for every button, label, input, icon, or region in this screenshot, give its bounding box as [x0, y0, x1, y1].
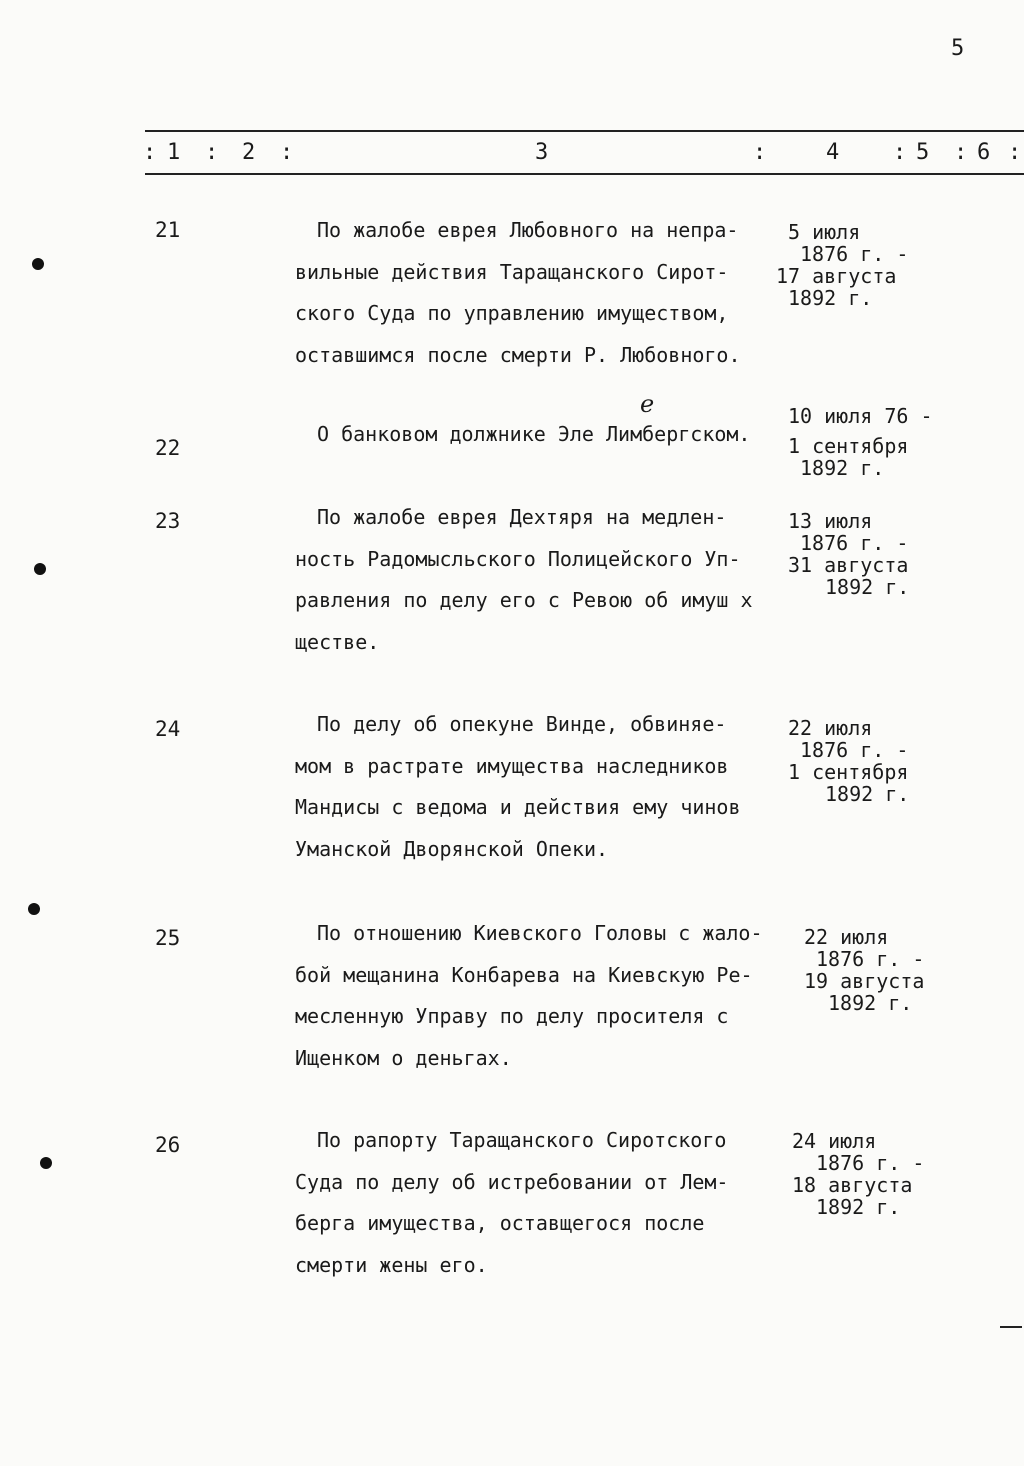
description-line: берга имущества, оставщегося после	[295, 1211, 705, 1235]
date-line: 24 июля	[792, 1129, 877, 1153]
punch-hole	[32, 258, 44, 270]
punch-hole	[28, 903, 40, 915]
date-line: 1876 г. -	[816, 1151, 925, 1175]
page-number: 5	[951, 36, 965, 61]
entry-dates	[792, 1130, 992, 1218]
description-line: ществе.	[295, 629, 380, 654]
description-line: Ищенком о деньгах.	[295, 1045, 512, 1070]
header-colon: :	[1008, 140, 1022, 165]
header-col-3: 3	[535, 140, 549, 165]
date-line: 31 августа	[788, 553, 909, 577]
date-line: 1 сентября	[788, 434, 909, 458]
date-line: 1892 г.	[828, 991, 913, 1015]
date-line: 1876 г. -	[800, 242, 909, 266]
description-line: По рапорту Таращанского Сиротского	[317, 1128, 727, 1152]
date-line: 18 августа	[792, 1173, 913, 1197]
date-line: 22 июля	[788, 716, 873, 740]
date-line: 1876 г. -	[800, 531, 909, 555]
header-col-4: 4	[826, 140, 840, 165]
entry-dates	[776, 220, 988, 310]
entry-dates	[788, 717, 988, 805]
date-line: 1876 г. -	[816, 947, 925, 971]
description-line: Мандисы с ведома и действия ему чинов	[295, 795, 741, 819]
entry-description	[295, 913, 795, 1079]
punch-hole	[40, 1157, 52, 1169]
entry-number: 25	[155, 926, 181, 950]
description-line: По делу об опекуне Винде, обвиняе-	[317, 712, 727, 736]
header-col-5: 5	[916, 140, 930, 165]
entry-dates	[788, 405, 988, 479]
header-col-1: 1	[167, 140, 181, 165]
date-line: 22 июля	[804, 925, 889, 949]
date-line: 5 июля	[788, 220, 861, 244]
entry-number: 21	[155, 218, 181, 242]
header-colon: :	[893, 140, 907, 165]
entry-description	[295, 210, 795, 376]
header-colon: :	[280, 140, 294, 165]
date-line: 1892 г.	[825, 782, 910, 806]
entry-dates	[804, 926, 1004, 1014]
entry-description	[295, 1120, 795, 1286]
entry-description	[295, 704, 795, 870]
description-line: бой мещанина Конбарева на Киевскую Ре-	[295, 962, 753, 987]
date-line: 1 сентября	[788, 760, 909, 784]
entry-description	[295, 414, 795, 456]
date-line: 1892 г.	[825, 575, 910, 599]
date-line: 1876 г. -	[800, 738, 909, 762]
description-line: ского Суда по управлению имуществом,	[295, 301, 729, 325]
header-bottom-rule	[145, 173, 1024, 175]
header-colon: :	[205, 140, 219, 165]
description-line: По жалобе еврея Любовного на непра-	[317, 218, 739, 242]
entry-number: 22	[155, 436, 181, 460]
description-line: мом в растрате имущества наследников	[295, 753, 729, 778]
date-line: 19 августа	[804, 969, 925, 993]
description-line: смерти жены его.	[295, 1252, 488, 1277]
entry-description	[295, 497, 795, 663]
header-colon: :	[753, 140, 767, 165]
entry-number: 23	[155, 509, 181, 533]
description-line: вильные действия Таращанского Сирот-	[295, 259, 729, 284]
header-col-6: 6	[977, 140, 991, 165]
description-line: По отношению Киевского Головы с жало-	[317, 921, 763, 945]
entry-dates	[788, 510, 988, 598]
header-colon: :	[143, 140, 157, 165]
margin-mark	[1000, 1326, 1022, 1328]
entry-number: 24	[155, 717, 181, 741]
punch-hole	[34, 563, 46, 575]
header-col-2: 2	[242, 140, 256, 165]
header-colon: :	[954, 140, 968, 165]
date-line: 1892 г.	[816, 1195, 901, 1219]
description-line: равления по делу его с Ревою об имуш х	[295, 588, 753, 612]
date-line: 17 августа	[776, 264, 897, 288]
header-top-rule	[145, 130, 1024, 132]
date-line: 1892 г.	[788, 286, 873, 310]
description-line: оставшимся после смерти Р. Любовного.	[295, 342, 741, 367]
description-line: По жалобе еврея Дехтяря на медлен-	[317, 505, 727, 529]
entry-number: 26	[155, 1133, 181, 1157]
column-header	[0, 140, 1024, 170]
description-line: О банковом должнике Эле Лимбергском.	[317, 422, 751, 446]
date-line: 1892 г.	[800, 456, 885, 480]
handwritten-correction: e	[640, 390, 655, 418]
description-line: Уманской Дворянской Опеки.	[295, 836, 609, 861]
description-line: месленную Управу по делу просителя с	[295, 1004, 729, 1028]
description-line: Суда по делу об истребовании от Лем-	[295, 1169, 729, 1194]
date-line: 10 июля 76 -	[788, 404, 933, 428]
date-line: 13 июля	[788, 509, 873, 533]
description-line: ность Радомысльского Полицейского Уп-	[295, 546, 741, 571]
